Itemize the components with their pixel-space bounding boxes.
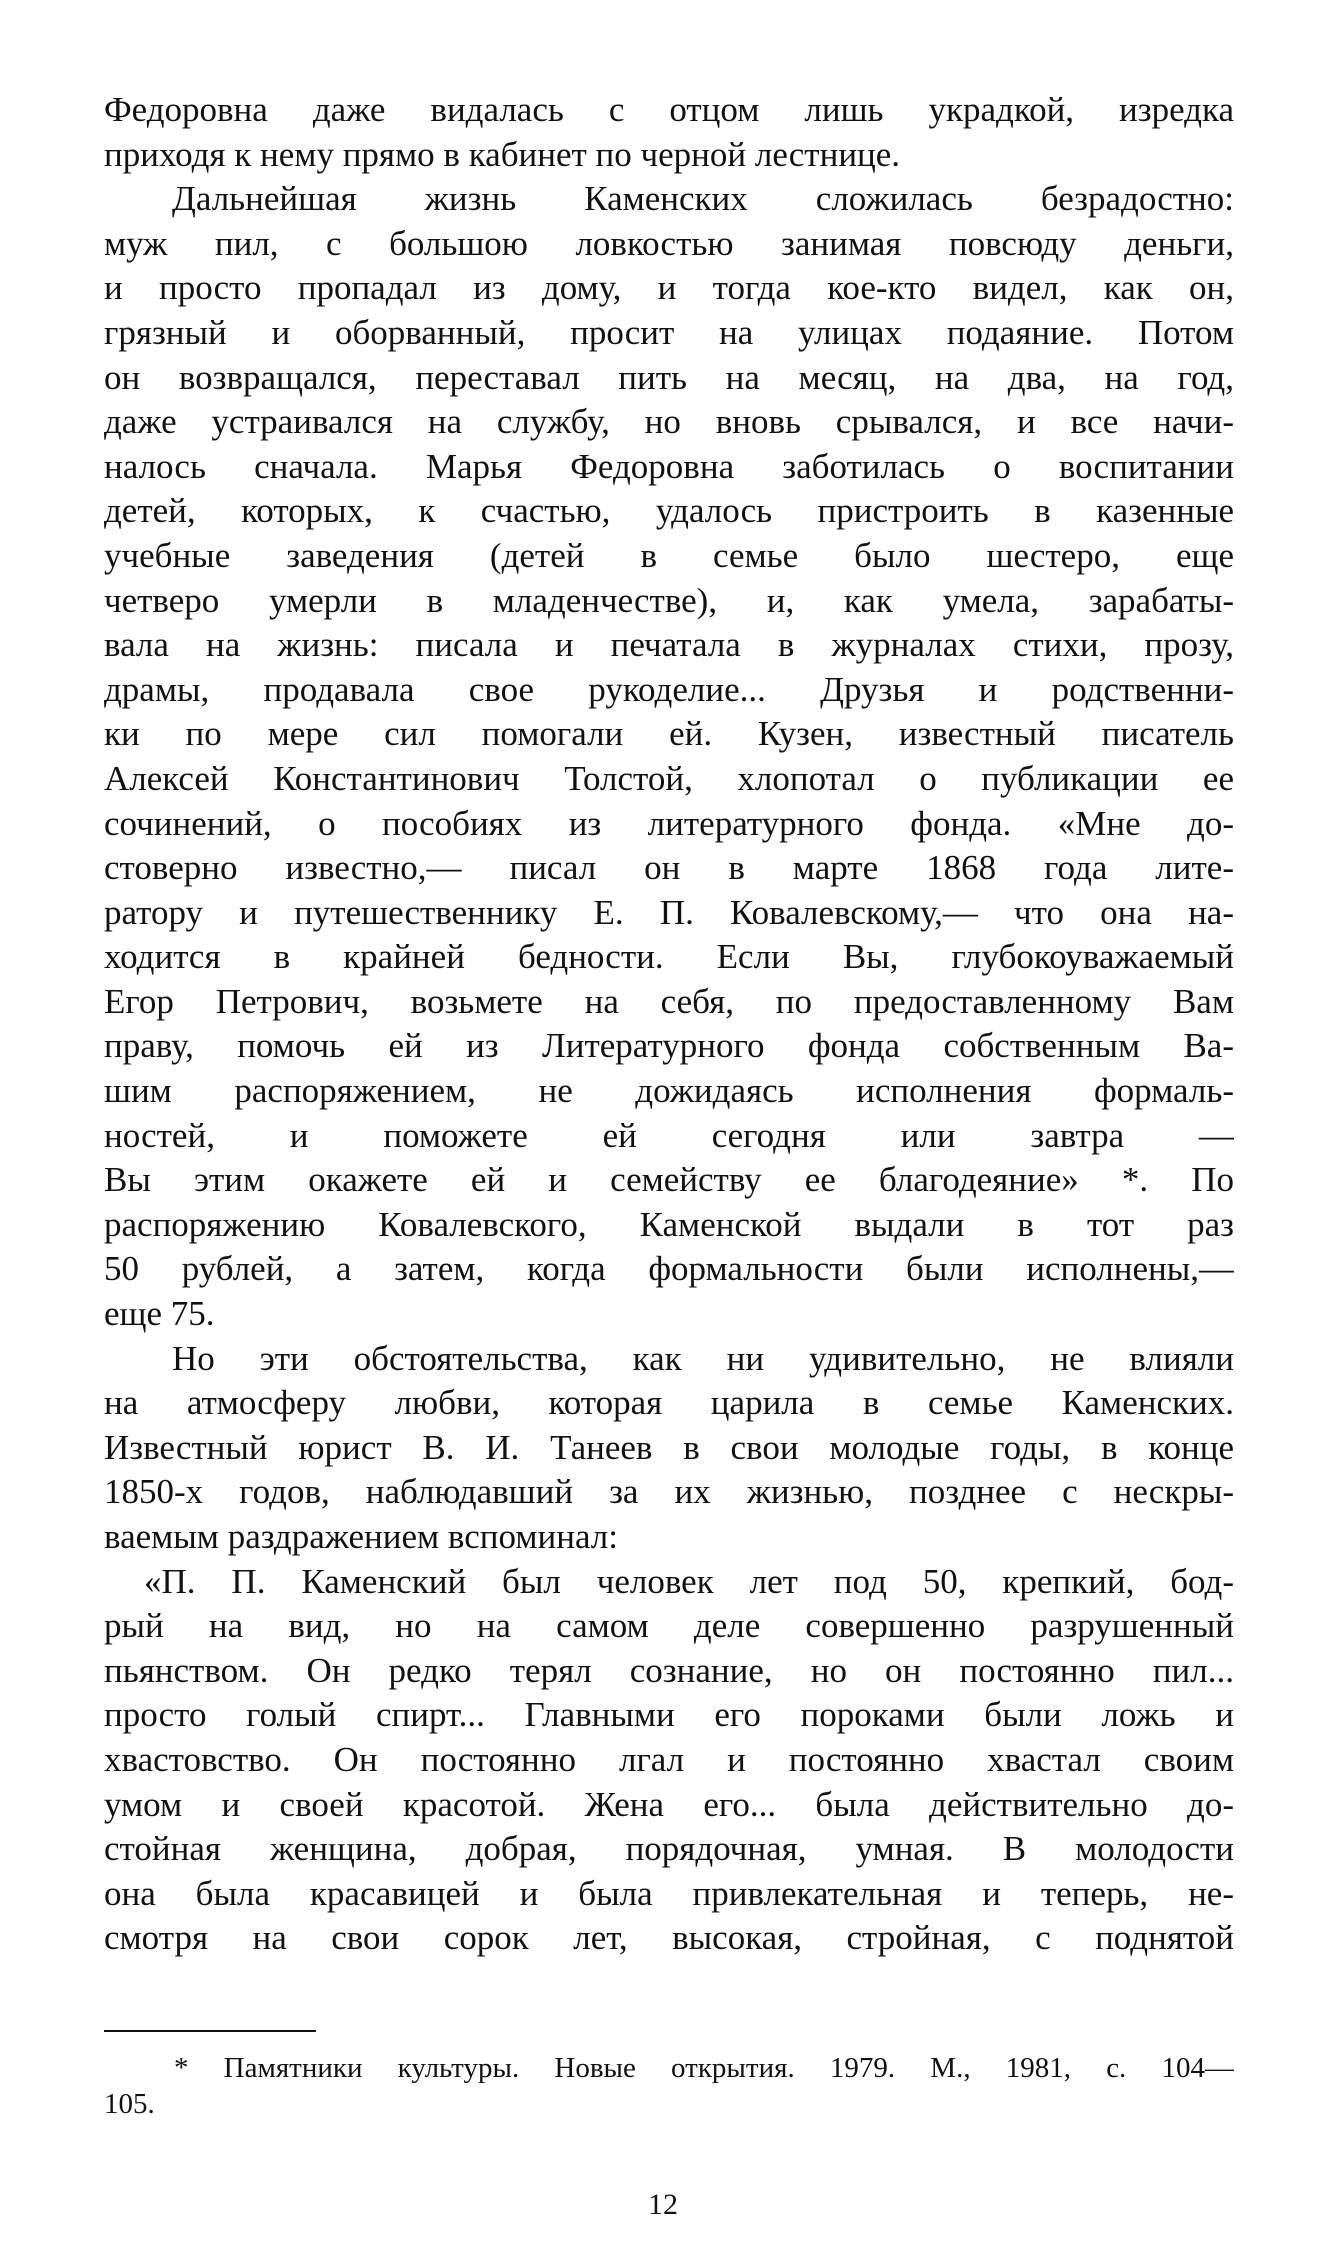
footnote-line: 105. [104, 2088, 155, 2120]
text-line: распоряжению Ковалевского, Каменской выдали в тот раз [104, 1204, 1234, 1244]
paragraph [104, 88, 1234, 177]
text-line: Но эти обстоятельства, как ни удивительно, не влияли [172, 1338, 1234, 1378]
text-line: грязный и оборванный, просит на улицах подаяние. Потом [104, 312, 1234, 352]
text-line: ностей, и поможете ей сегодня или завтра — [104, 1115, 1234, 1155]
text-line: учебные заведения (детей в семье было шестеро, еще [104, 535, 1234, 575]
text-line: муж пил, с большою ловкостью занимая повсюду деньги, [104, 223, 1234, 263]
text-line: рый на вид, но на самом деле совершенно разрушенный [104, 1606, 1234, 1646]
text-line: ваемым раздражением вспоминал: [104, 1517, 618, 1556]
text-line: вала на жизнь: писала и печатала в журналах стихи, прозу, [104, 625, 1234, 665]
text-line: сочинений, о пособиях из литературного фонда. «Мне до- [104, 803, 1234, 843]
text-line: еще 75. [104, 1294, 215, 1334]
paragraph [104, 177, 1234, 1336]
footnote [104, 2050, 1234, 2122]
main-text [104, 88, 1234, 1961]
text-line: Вы этим окажете ей и семейству ее благодеяние» *. По [104, 1160, 1234, 1200]
text-line: даже устраивался на службу, но вновь срывался, и все начи- [104, 402, 1234, 442]
text-line: он возвращался, переставал пить на месяц, на два, на год, [104, 357, 1234, 397]
text-line: Известный юрист В. И. Танеев в свои молодые годы, в конце [104, 1427, 1234, 1467]
text-line: налось сначала. Марья Федоровна заботилась о воспитании [104, 446, 1234, 486]
text-line: ходится в крайней бедности. Если Вы, глубокоуважаемый [104, 937, 1234, 977]
text-line: шим распоряжением, не дожидаясь исполнения формаль- [104, 1071, 1234, 1111]
text-line: пьянством. Он редко терял сознание, но он постоянно пил... [104, 1650, 1234, 1690]
paragraph [104, 1337, 1234, 1560]
page-number: 12 [648, 2188, 678, 2221]
text-line: детей, которых, к счастью, удалось пристроить в казенные [104, 491, 1234, 531]
text-line: умом и своей красотой. Жена его... была действительно до- [104, 1784, 1234, 1824]
text-line: стойная женщина, добрая, порядочная, умная. В молодости [104, 1829, 1234, 1869]
text-line: приходя к нему прямо в кабинет по черной лестнице. [104, 134, 901, 174]
text-line: на атмосферу любви, которая царила в семье Каменских. [104, 1383, 1234, 1423]
quotation-paragraph [104, 1560, 1234, 1961]
text-line: четверо умерли в младенчестве), и, как умела, зарабаты- [104, 580, 1234, 620]
text-line: стоверно известно,— писал он в марте 1868 года лите- [104, 848, 1234, 888]
text-line: Егор Петрович, возьмете на себя, по предоставленному Вам [104, 981, 1234, 1021]
text-line: смотря на свои сорок лет, высокая, стройная, с поднятой [104, 1918, 1234, 1958]
text-line: Алексей Константинович Толстой, хлопотал о публикации ее [104, 758, 1234, 798]
footnote-divider [104, 2030, 316, 2032]
text-line: «П. П. Каменский был человек лет под 50, крепкий, бод- [144, 1561, 1234, 1601]
text-line: ратору и путешественнику Е. П. Ковалевскому,— что она на- [104, 892, 1234, 932]
text-line: просто голый спирт... Главными его пороками были ложь и [104, 1695, 1234, 1735]
text-line: Федоровна даже видалась с отцом лишь украдкой, изредка [104, 90, 1234, 129]
text-line: хвастовство. Он постоянно лгал и постоянно хвастал своим [104, 1739, 1234, 1779]
text-line: 50 рублей, а затем, когда формальности были исполнены,— [104, 1249, 1234, 1289]
text-line: и просто пропадал из дому, и тогда кое-кто видел, как он, [104, 268, 1234, 308]
text-line: 1850-х годов, наблюдавший за их жизнью, позднее с нескры- [104, 1472, 1234, 1512]
text-line: Дальнейшая жизнь Каменских сложилась безрадостно: [172, 179, 1234, 219]
text-line: ки по мере сил помогали ей. Кузен, известный писатель [104, 714, 1234, 754]
footnote-line: * Памятники культуры. Новые открытия. 1979. М., 1981, с. 104— [174, 2052, 1234, 2084]
text-line: праву, помочь ей из Литературного фонда собственным Ва- [104, 1026, 1234, 1066]
text-line: она была красавицей и была привлекательная и теперь, не- [104, 1873, 1234, 1913]
text-line: драмы, продавала свое рукоделие... Друзья и родственни- [104, 669, 1234, 709]
